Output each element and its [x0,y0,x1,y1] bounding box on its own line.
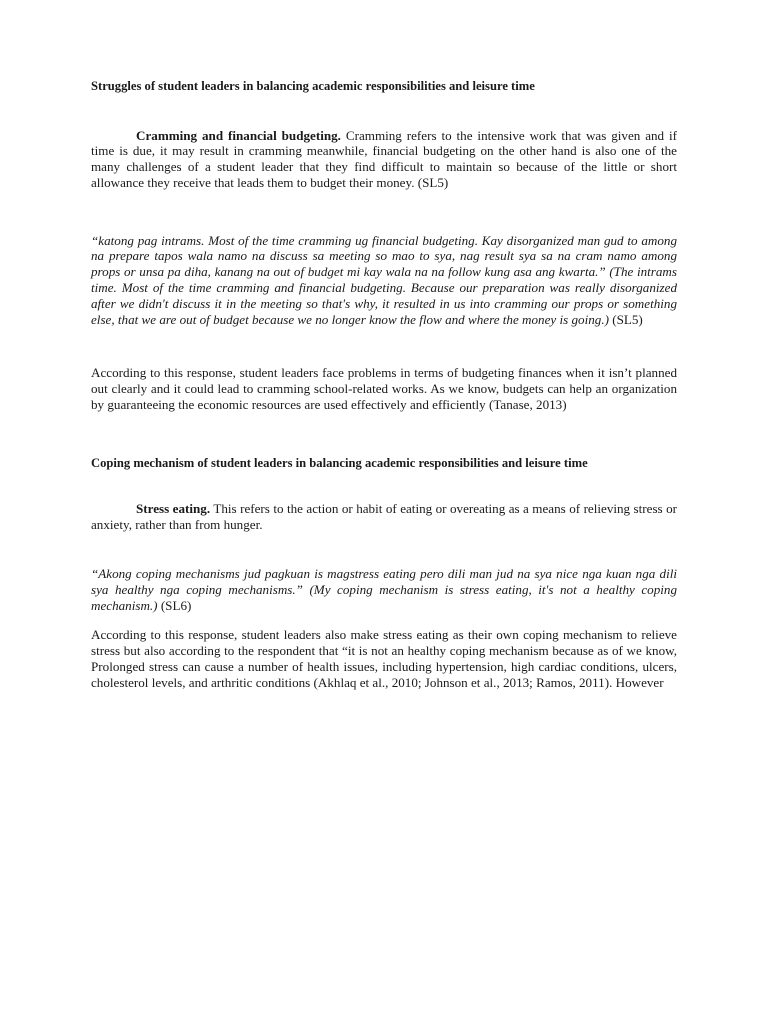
paragraph-budget-analysis: According to this response, student leaders face problems in terms of budgeting finances when it isn’t planned out clearly and it could lead to cramming school-related works. As we know, budgets can help an organization by guaranteeing the economic resources are used effectively and efficiently (Tanase, 2013) [91,365,677,413]
paragraph-body-cramming: Cramming refers to the intensive work that was given and if time is due, it may result in cramming meanwhile, financial budgeting on the other hand is also one of the many challenges of a student leader that they find difficult to maintain so because of the little or short allowance they receive that leads them to budget their money. (SL5) [91,127,677,190]
quote-sl6 [91,566,677,613]
quote-citation-sl5: (SL5) [608,311,643,327]
paragraph-stress-eating-analysis: According to this response, student leaders also make stress eating as their own coping mechanism to relieve stress but also according to the respondent that “it is not an healthy coping mechanism because as of we know, Prolonged stress can cause a number of health issues, including hypertension, high cardiac conditions, ulcers, cholesterol levels, and arthritic conditions (Akhlaq et al., 2010; Johnson et al., 2013; Ramos, 2011). However [91,627,677,690]
paragraph-lead-cramming: Cramming and financial budgeting. [136,127,341,143]
section-heading-struggles: Struggles of student leaders in balancing academic responsibilities and leisure time [91,79,535,93]
quote-citation-sl6: (SL6) [157,597,192,613]
paragraph-body-stress-eating: This refers to the action or habit of eating or overeating as a means of relieving stress or anxiety, rather than from hunger. [91,501,678,533]
paragraph-stress-eating-definition [91,501,677,533]
quote-sl5 [91,233,677,328]
section-heading-coping: Coping mechanism of student leaders in balancing academic responsibilities and leisure time [91,455,588,470]
document-page [91,79,677,691]
quote-text-sl5: “katong pag intrams. Most of the time cramming ug financial budgeting. Kay disorganized man gud to among na prepare tapos wala namo na discuss sa meeting so mao to sya, nag result sya sa na cram namo among props or unsa pa diha, kanang na out of budget mi kay wala na na follow kung asa ang kwarta.” (The intrams time. Most of the time cramming and financial budgeting. Because our preparation was really disorganized after we didn't discuss it in the meeting so that's why, it resulted in us into cramming our props or something else, that we are out of budget because we no longer know the flow and where the money is going.) [91,232,677,327]
paragraph-lead-stress-eating: Stress eating. [136,501,211,517]
paragraph-cramming-definition [91,128,677,191]
quote-text-sl6: “Akong coping mechanisms jud pagkuan is magstress eating pero dili man jud na sya nice nga kuan nga dili sya healthy nga coping mechanisms.” (My coping mechanism is stress eating, it's not a healthy coping mechanism.) [91,565,677,613]
